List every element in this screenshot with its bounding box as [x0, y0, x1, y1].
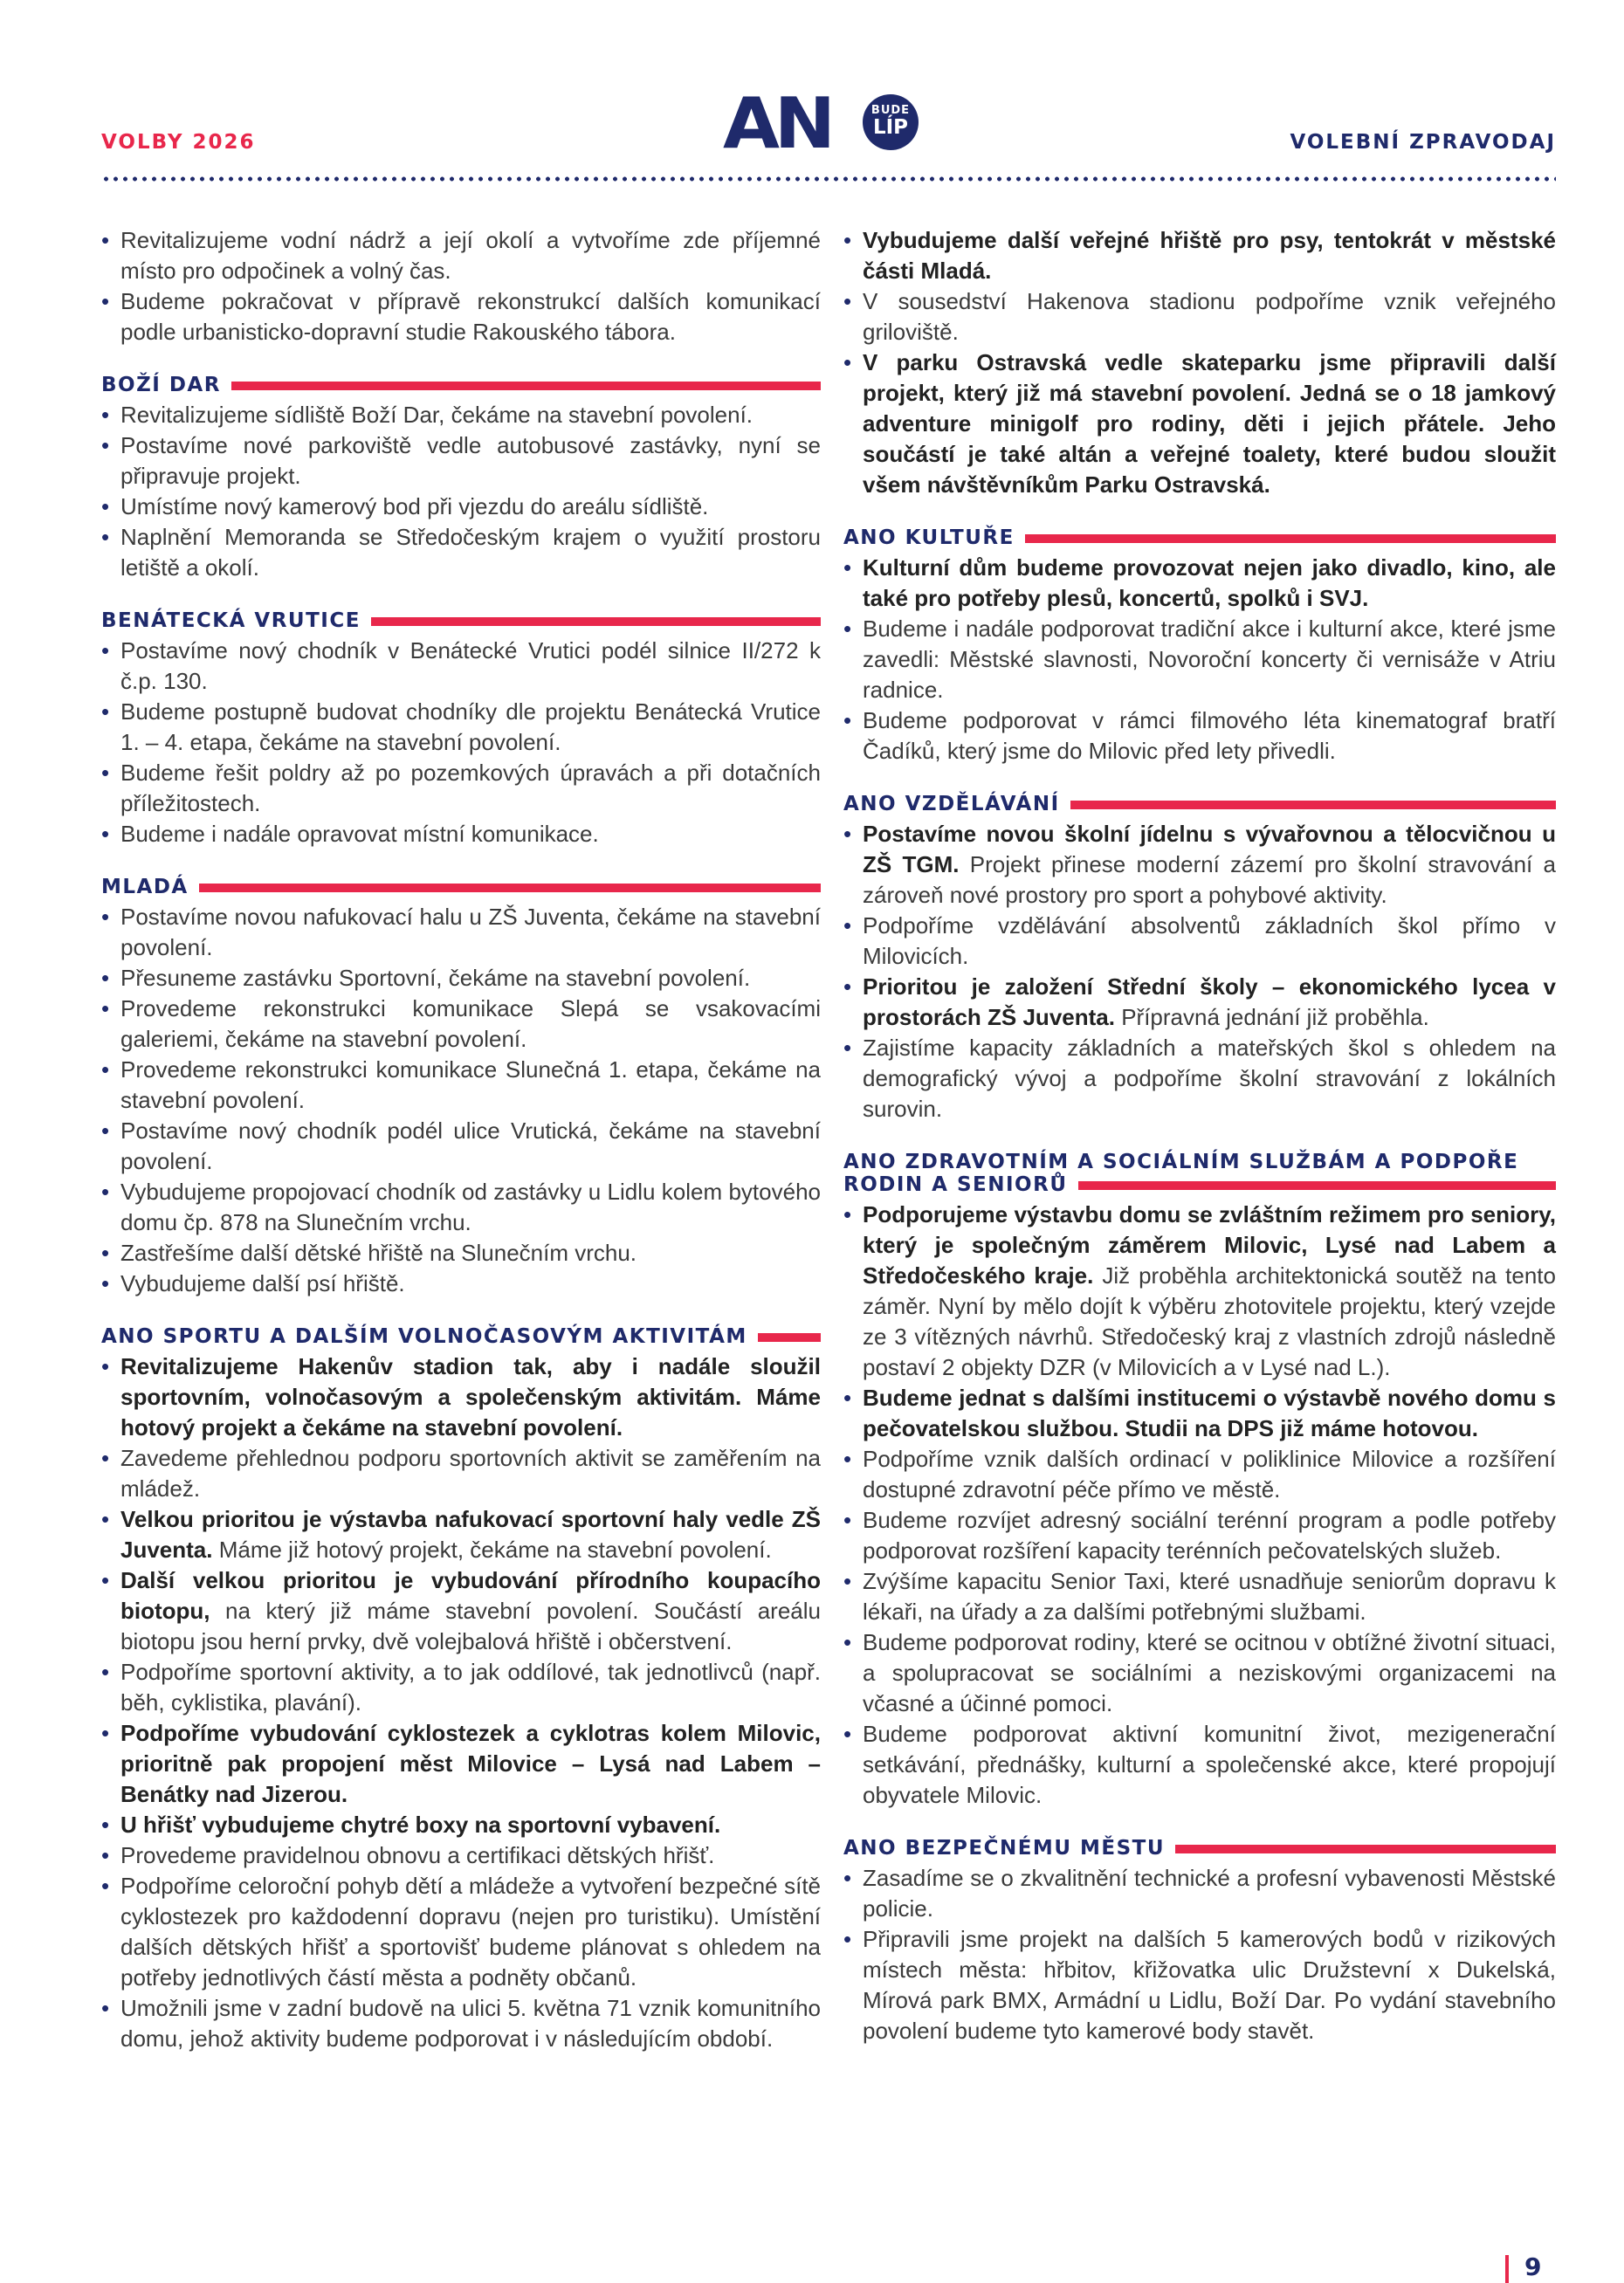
list-item [843, 819, 1556, 911]
list-item: • Budeme i nadále opravovat místní komunikace. [101, 819, 821, 849]
section-title: ANO SPORTU A DALŠÍM VOLNOČASOVÝM AKTIVITÁM [101, 1325, 747, 1348]
section-title: ANO BEZPEČNÉMU MĚSTU [843, 1837, 1166, 1860]
section-vzdelavani [843, 793, 1556, 1124]
list-item: • Revitalizujeme vodní nádrž a její okolí a vytvoříme zde příjemné místo pro odpočinek a volný čas. [101, 225, 821, 286]
list-item: • Budeme podporovat rodiny, které se ocitnou v obtížné životní situaci, a spolupracovat se sociálními a neziskovými organizacemi na včasné a účinné pomoci. [843, 1627, 1556, 1719]
bold-text: V parku Ostravská vedle skateparku jsme připravili další projekt, který již má stavební povolení. Jedná se o 18 jamkový adventure minigolf pro rodiny, děti i jejich přátele. Jeho součástí je také altán a veřejné toalety, které budou sloužit všem návštěvníkům Parku Ostravská. [863, 349, 1556, 498]
heading-bar [1175, 1845, 1556, 1853]
section-title: MLADÁ [101, 876, 189, 898]
bold-text: Další velkou prioritou je vybudování přírodního koupacího biotopu, [120, 1567, 821, 1624]
list-item [101, 1504, 821, 1565]
section-mlada [101, 876, 821, 1299]
list-item: • Podpoříme vzdělávání absolventů základních škol přímo v Milovicích. [843, 911, 1556, 972]
list-item: • Podpoříme celoroční pohyb dětí a mládeže a vytvoření bezpečné sítě cyklostezek pro každodenní dopravu (nejen pro turistiku). Umístění dalších dětských hřišť a sportovišť budeme plánovat s ohledem na potřeby jednotlivých částí města a podněty občanů. [101, 1871, 821, 1993]
heading-bar [199, 884, 821, 892]
list-item [843, 1200, 1556, 1383]
heading-bar [1078, 1181, 1557, 1190]
list-item [843, 1383, 1556, 1444]
heading-bar [231, 382, 821, 390]
list-item: • Budeme i nadále podporovat tradiční akce i kulturní akce, které jsme zavedli: Městské slavnosti, Novoroční koncerty či vernisáže v Atriu radnice. [843, 614, 1556, 705]
section-benatecka-vrutice [101, 609, 821, 849]
list-item: • Postavíme nové parkoviště vedle autobusové zastávky, nyní se připravuje projekt. [101, 430, 821, 492]
section-kultura [843, 526, 1556, 767]
section-title-line1: ANO ZDRAVOTNÍM A SOCIÁLNÍM SLUŽBÁM A PODPOŘE [843, 1151, 1519, 1173]
list-item: • Budeme podporovat v rámci filmového léta kinematograf bratří Čadíků, který jsme do Milovic před lety přivedli. [843, 705, 1556, 767]
newsletter-label: VOLEBNÍ ZPRAVODAJ [1290, 131, 1556, 154]
list-item [101, 1351, 821, 1443]
bold-text: Postavíme novou školní jídelnu s vývařovnou a tělocvičnou u ZŠ TGM. [863, 821, 1556, 877]
ano-logo [723, 80, 932, 168]
list-item: • Budeme podporovat aktivní komunitní život, mezigenerační setkávání, přednášky, kulturní a společenské akce, které propojují obyvatele Milovic. [843, 1719, 1556, 1811]
heading-bar [1025, 534, 1556, 543]
list-item: • Zastřešíme další dětské hřiště na Slunečním vrchu. [101, 1238, 821, 1269]
logo-wordmark: AN [723, 83, 830, 164]
regular-text: Přípravná jednání již proběhla. [1114, 1004, 1429, 1030]
logo-small-top: BUDE [870, 104, 911, 117]
right-column [843, 225, 1556, 2073]
section-title: BOŽÍ DAR [101, 374, 221, 396]
section-zdravotni [843, 1151, 1556, 1811]
list-item: • V sousedství Hakenova stadionu podpoříme vznik veřejného griloviště. [843, 286, 1556, 347]
page-number-bar [1505, 2255, 1509, 2283]
logo-circle-icon [863, 94, 919, 150]
heading-bar [371, 617, 821, 626]
list-item: • Provedeme rekonstrukci komunikace Slepá se vsakovacími galeriemi, čekáme na stavební povolení. [101, 994, 821, 1055]
bold-text: Velkou prioritou je výstavba nafukovací sportovní haly vedle ZŠ Juventa. [120, 1506, 821, 1563]
list-item [101, 1718, 821, 1810]
section-heading [843, 1837, 1556, 1860]
list-item [843, 972, 1556, 1033]
list-item: • Zasadíme se o zkvalitnění technické a profesní vybavenosti Městské policie. [843, 1863, 1556, 1924]
intro-section-left [101, 225, 821, 347]
list-item: • Zajistíme kapacity základních a mateřských škol s ohledem na demografický vývoj a podpoříme školní stravování z lokálních surovin. [843, 1033, 1556, 1124]
regular-text: Projekt přinese moderní zázemí pro školní stravování a zároveň nové prostory pro sport a pohybové aktivity. [863, 851, 1556, 908]
list-item [843, 225, 1556, 286]
section-bezpecnost [843, 1837, 1556, 2046]
list-item: • Postavíme nový chodník podél ulice Vrutická, čekáme na stavební povolení. [101, 1116, 821, 1177]
bold-text: Podpoříme vybudování cyklostezek a cyklotras kolem Milovic, prioritně pak propojení měst Milovice – Lysá nad Labem – Benátky nad Jizerou. [120, 1720, 821, 1807]
list-item: • Zvýšíme kapacitu Senior Taxi, které usnadňuje seniorům dopravu k lékaři, na úřady a za dalšími potřebnými službami. [843, 1566, 1556, 1627]
page-number: 9 [1524, 2252, 1542, 2281]
regular-text: na který již máme stavební povolení. Součástí areálu biotopu jsou herní prvky, dvě volejbalová hřiště i občerstvení. [120, 1598, 821, 1654]
section-title: BENÁTECKÁ VRUTICE [101, 609, 361, 632]
list-item: • Podpoříme sportovní aktivity, a to jak oddílové, tak jednotlivců (např. běh, cyklistika, plavání). [101, 1657, 821, 1718]
list-item: • Budeme řešit poldry až po pozemkových úpravách a při dotačních příležitostech. [101, 758, 821, 819]
section-title: ANO KULTUŘE [843, 526, 1015, 549]
list-item [101, 1810, 821, 1840]
list-item: • Budeme pokračovat v přípravě rekonstrukcí dalších komunikací podle urbanisticko-dopravní studie Rakouského tábora. [101, 286, 821, 347]
bold-text: Revitalizujeme Hakenův stadion tak, aby i nadále sloužil sportovním, volnočasovým a společenským aktivitám. Máme hotový projekt a čekáme na stavební povolení. [120, 1353, 821, 1441]
heading-bar [758, 1333, 821, 1342]
list-item: • Přesuneme zastávku Sportovní, čekáme na stavební povolení. [101, 963, 821, 994]
page-header [101, 80, 1556, 168]
section-sport [101, 1325, 821, 2054]
election-label: VOLBY 2026 [101, 131, 256, 154]
section-heading [843, 526, 1556, 549]
list-item [843, 347, 1556, 500]
bold-text: Podporujeme výstavbu domu se zvláštním režimem pro seniory, který je společným záměrem Milovic, Lysé nad Labem a Středočeského kraje. [863, 1201, 1556, 1289]
list-item: • Budeme postupně budovat chodníky dle projektu Benátecká Vrutice 1. – 4. etapa, čekáme na stavební povolení. [101, 697, 821, 758]
list-item [843, 553, 1556, 614]
section-heading [843, 793, 1556, 815]
regular-text: Máme již hotový projekt, čekáme na stavební povolení. [212, 1537, 772, 1563]
bold-text: Vybudujeme další veřejné hřiště pro psy, tentokrát v městské části Mladá. [863, 227, 1556, 284]
bold-text: Kulturní dům budeme provozovat nejen jako divadlo, kino, ale také pro potřeby plesů, koncertů, spolků i SVJ. [863, 554, 1556, 611]
section-bozi-dar [101, 374, 821, 583]
left-column [101, 225, 821, 2080]
section-heading [101, 876, 821, 898]
section-heading [101, 374, 821, 396]
intro-section-right [843, 225, 1556, 500]
list-item: • Provedeme pravidelnou obnovu a certifikaci dětských hřišť. [101, 1840, 821, 1871]
list-item: • Podpoříme vznik dalších ordinací v poliklinice Milovice a rozšíření dostupné zdravotní péče přímo ve městě. [843, 1444, 1556, 1505]
section-title: ANO VZDĚLÁVÁNÍ [843, 793, 1060, 815]
section-heading [101, 1325, 821, 1348]
section-heading [843, 1151, 1556, 1196]
bold-text: Budeme jednat s dalšími institucemi o výstavbě nového domu s pečovatelskou službou. Studii na DPS již máme hotovou. [863, 1385, 1556, 1441]
list-item: • Připravili jsme projekt na dalších 5 kamerových bodů v rizikových místech města: hřbitov, křižovatka ulic Družstevní x Dukelská, Mírová park BMX, Armádní u Lidlu, Boží Dar. Po vydání stavebního povolení budeme tyto kamerové body stavět. [843, 1924, 1556, 2046]
bold-text: Prioritou je založení Střední školy – ekonomického lycea v prostorách ZŠ Juventa. [863, 973, 1556, 1030]
list-item: • Vybudujeme další psí hřiště. [101, 1269, 821, 1299]
list-item: • Postavíme novou nafukovací halu u ZŠ Juventa, čekáme na stavební povolení. [101, 902, 821, 963]
heading-bar [1070, 801, 1556, 809]
dotted-divider [101, 176, 1556, 182]
list-item: • Zavedeme přehlednou podporu sportovních aktivit se zaměřením na mládež. [101, 1443, 821, 1504]
section-heading [101, 609, 821, 632]
bold-text: U hřišť vybudujeme chytré boxy na sportovní vybavení. [120, 1812, 721, 1838]
list-item: • Budeme rozvíjet adresný sociální terénní program a podle potřeby podporovat rozšíření kapacity terénních pečovatelských služeb. [843, 1505, 1556, 1566]
list-item [101, 1565, 821, 1657]
regular-text: Již proběhla architektonická soutěž na tento záměr. Nyní by mělo dojít k výběru zhotovitele projektu, který vzejde ze 3 vítězných návrhů. Středočeský kraj z vlastních zdrojů následně postaví 2 objekty DZR (v Milovicích a v Lysé nad L.). [863, 1262, 1556, 1380]
list-item: • Naplnění Memoranda se Středočeským krajem o využití prostoru letiště a okolí. [101, 522, 821, 583]
list-item: • Postavíme nový chodník v Benátecké Vrutici podél silnice II/272 k č.p. 130. [101, 636, 821, 697]
list-item: • Umožnili jsme v zadní budově na ulici 5. května 71 vznik komunitního domu, jehož aktivity budeme podporovat i v následujícím období. [101, 1993, 821, 2054]
list-item: • Revitalizujeme sídliště Boží Dar, čekáme na stavební povolení. [101, 400, 821, 430]
list-item: • Vybudujeme propojovací chodník od zastávky u Lidlu kolem bytového domu čp. 878 na Slunečním vrchu. [101, 1177, 821, 1238]
list-item: • Umístíme nový kamerový bod při vjezdu do areálu sídliště. [101, 492, 821, 522]
section-title-line2: RODIN A SENIORŮ [843, 1173, 1068, 1196]
logo-small-bottom: LÍP [872, 116, 909, 139]
list-item: • Provedeme rekonstrukci komunikace Slunečná 1. etapa, čekáme na stavební povolení. [101, 1055, 821, 1116]
